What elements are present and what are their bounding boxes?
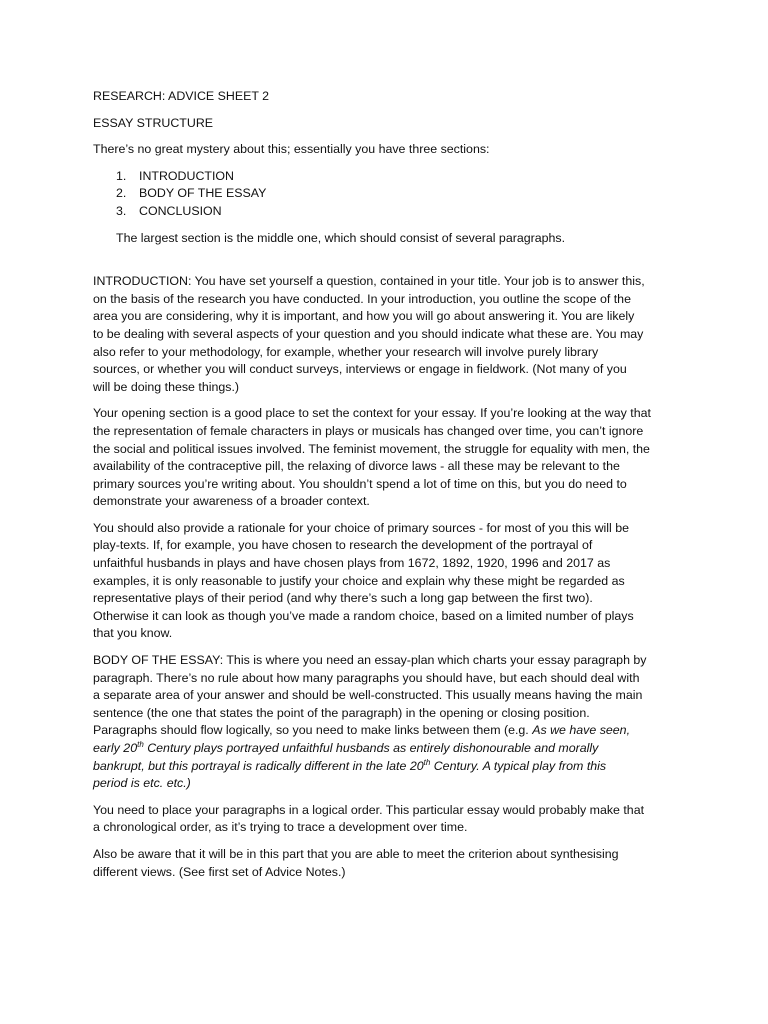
text-line: the social and political issues involved. The feminist movement, the struggle for equality with men, the bbox=[93, 441, 650, 456]
text-line: primary sources you’re writing about. You shouldn’t spend a lot of time on this, but you do need to bbox=[93, 476, 627, 491]
paragraph-rationale bbox=[93, 520, 673, 643]
italic-example bbox=[93, 759, 606, 773]
italic-example: As we have seen, bbox=[532, 723, 631, 738]
text-line: representative plays of their period (and why there’s such a long gap between the first two). bbox=[93, 591, 593, 606]
text-line: a separate area of your answer and should be well-constructed. This usually means having the main bbox=[93, 688, 643, 703]
italic-example: period is etc. etc.) bbox=[93, 776, 191, 791]
text-line: will be doing these things.) bbox=[93, 379, 240, 394]
text-line: the representation of female characters in plays or musicals has changed over time, you can’t ignore bbox=[93, 423, 644, 438]
paragraph-synthesising bbox=[93, 846, 673, 881]
text-line: You should also provide a rationale for your choice of primary sources - for most of you this will be bbox=[93, 520, 630, 535]
paragraph-context bbox=[93, 405, 673, 511]
sections-list bbox=[93, 168, 673, 221]
italic-example bbox=[93, 741, 598, 755]
text-run: Paragraphs should flow logically, so you need to make links between them (e.g. bbox=[93, 723, 533, 738]
paragraph-logical-order bbox=[93, 802, 673, 837]
text-line: area you are considering, why it is important, and how you will go about answering it. You are likely bbox=[93, 309, 635, 324]
text-line: Also be aware that it will be in this part that you are able to meet the criterion about synthesising bbox=[93, 846, 619, 861]
text-line: sentence (the one that states the point of the paragraph) in the opening or closing position. bbox=[93, 705, 590, 720]
text-line: examples, it is only reasonable to justify your choice and explain why these might be regarded as bbox=[93, 573, 625, 588]
document-content bbox=[93, 88, 673, 890]
text-line bbox=[93, 758, 673, 776]
text-line: INTRODUCTION: You have set yourself a question, contained in your title. Your job is to answer this, bbox=[93, 274, 645, 289]
list-item bbox=[116, 185, 673, 203]
text-run: early 20 bbox=[93, 741, 138, 755]
text-line: also refer to your methodology, for example, whether your research will involve purely library bbox=[93, 344, 599, 359]
text-line: Your opening section is a good place to set the context for your essay. If you’re looking at the way that bbox=[93, 406, 651, 421]
list-number: 2. bbox=[116, 186, 127, 201]
text-line: unfaithful husbands in plays and have chosen plays from 1672, 1892, 1920, 1996 and 2017 as bbox=[93, 556, 611, 571]
text-line: You need to place your paragraphs in a logical order. This particular essay would probably make that bbox=[93, 802, 645, 817]
text-line: demonstrate your awareness of a broader context. bbox=[93, 494, 370, 509]
list-item bbox=[116, 203, 673, 221]
list-number: 1. bbox=[116, 168, 127, 183]
text-run: Century. A typical play from this bbox=[430, 758, 607, 773]
text-line: BODY OF THE ESSAY: This is where you need an essay-plan which charts your essay paragraph by bbox=[93, 653, 647, 668]
text-line: sources, or whether you will conduct surveys, interviews or engage in fieldwork. (Not many of you bbox=[93, 362, 627, 377]
paragraph-body-of-essay bbox=[93, 652, 673, 793]
list-item-label: BODY OF THE ESSAY bbox=[139, 186, 267, 201]
text-line: play-texts. If, for example, you have chosen to research the development of the portrayal of bbox=[93, 538, 593, 553]
text-line bbox=[93, 740, 673, 758]
text-line bbox=[93, 775, 673, 793]
list-item-label: INTRODUCTION bbox=[139, 168, 234, 183]
text-line: availability of the contraceptive pill, the relaxing of divorce laws - all these may be relevant to the bbox=[93, 459, 620, 474]
text-line: paragraph. There’s no rule about how many paragraphs you should have, but each should deal with bbox=[93, 670, 640, 685]
section-heading-essay-structure: ESSAY STRUCTURE bbox=[93, 115, 214, 130]
paragraph-introduction bbox=[93, 273, 673, 396]
text-run: Century plays portrayed unfaithful husbands as entirely dishonourable and morally bbox=[143, 741, 599, 755]
list-item bbox=[116, 168, 673, 186]
list-number: 3. bbox=[116, 203, 127, 218]
text-line: Otherwise it can look as though you’ve made a random choice, based on a limited number of plays bbox=[93, 608, 634, 623]
largest-section-note: The largest section is the middle one, which should consist of several paragraphs. bbox=[116, 230, 566, 245]
list-item-label: CONCLUSION bbox=[139, 203, 222, 218]
text-line: different views. (See first set of Advice Notes.) bbox=[93, 864, 346, 879]
text-line bbox=[93, 722, 673, 740]
text-run: bankrupt, but this portrayal is radically different in the late 20 bbox=[93, 758, 424, 773]
ordinal-superscript: th bbox=[423, 757, 431, 767]
text-line: that you know. bbox=[93, 626, 173, 641]
ordinal-superscript: th bbox=[137, 739, 144, 749]
text-line: on the basis of the research you have conducted. In your introduction, you outline the scope of the bbox=[93, 291, 631, 306]
document-title: RESEARCH: ADVICE SHEET 2 bbox=[93, 89, 270, 103]
text-line: a chronological order, as it’s trying to trace a development over time. bbox=[93, 820, 468, 835]
text-line: to be dealing with several aspects of your question and you should indicate what these are. You may bbox=[93, 326, 644, 341]
intro-sentence: There’s no great mystery about this; essentially you have three sections: bbox=[93, 142, 490, 157]
